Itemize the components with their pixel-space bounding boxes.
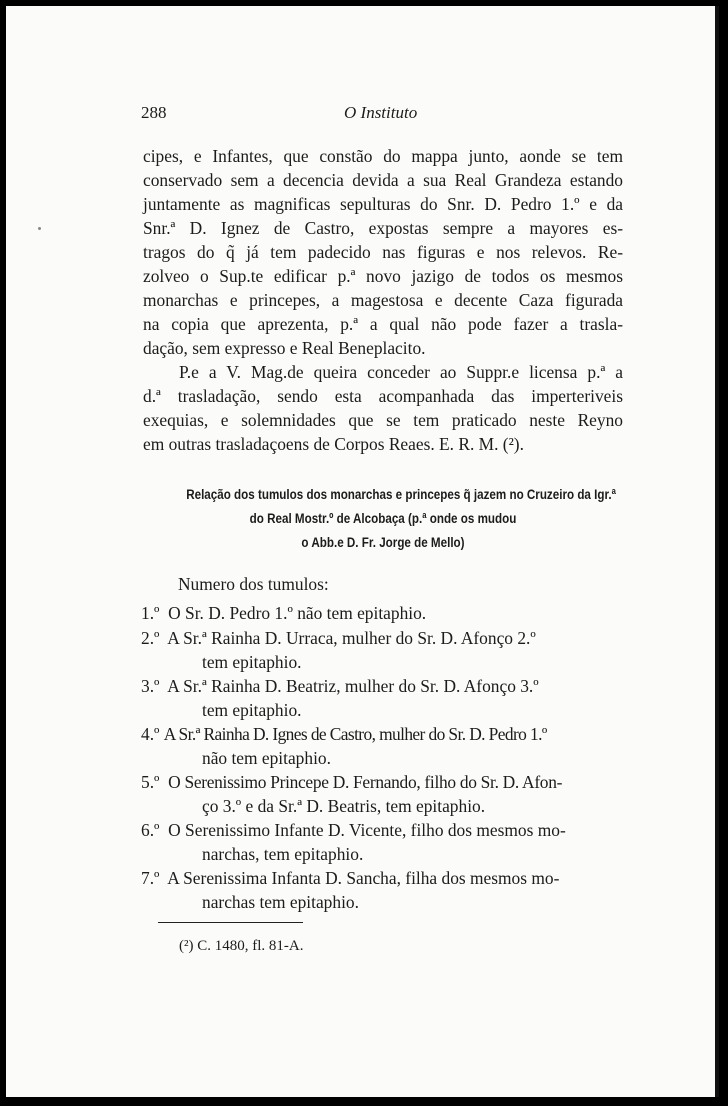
paragraph-line: d.ª trasladação, sendo esta acompanhada das imperteriveis (143, 386, 623, 406)
list-item (141, 820, 566, 841)
item-continuation: narchas tem epitaphio. (202, 892, 359, 912)
book-page (6, 6, 719, 1097)
paragraph-line: monarchas e princepes, a magestosa e decente Caza figurada (143, 290, 623, 310)
list-item (141, 868, 559, 889)
paragraph-line: dação, sem expresso e Real Beneplacito. (143, 338, 426, 358)
section-heading-line: o Abb.e D. Fr. Jorge de Mello) (301, 535, 465, 551)
running-title: O Instituto (344, 103, 418, 122)
item-number: 2.º (141, 628, 160, 648)
page-edge (715, 6, 719, 1097)
item-number: 4.º (141, 724, 160, 744)
item-continuation: narchas, tem epitaphio. (202, 844, 364, 864)
item-text: O Serenissimo Princepe D. Fernando, filho do Sr. D. Afon- (168, 772, 563, 792)
paragraph-line: exequias, e solemnidades que se tem praticado neste Reyno (143, 410, 623, 430)
item-text: A Sr.ª Rainha D. Beatriz, mulher do Sr. D. Afonço 3.º (167, 676, 539, 696)
footnote-rule (158, 922, 303, 923)
item-number: 6.º (141, 820, 160, 840)
item-continuation: tem epitaphio. (202, 700, 302, 720)
paragraph-line: tragos do q̃ já tem padecido nas figuras e nos relevos. Re- (143, 242, 623, 262)
paragraph-line: cipes, e Infantes, que constão do mappa junto, aonde se tem (143, 146, 623, 166)
paragraph-line: Snr.ª D. Ignez de Castro, expostas sempre a mayores es- (143, 218, 623, 238)
section-heading-line: do Real Mostr.º de Alcobaça (p.ª onde os mudou (249, 511, 517, 527)
paragraph-line: em outras trasladaçoens de Corpos Reaes. E. R. M. (²). (143, 434, 524, 454)
item-continuation: tem epitaphio. (202, 652, 302, 672)
item-text: A Sr.ª Rainha D. Urraca, mulher do Sr. D. Afonço 2.º (167, 628, 536, 648)
paper-speck (38, 227, 41, 230)
item-number: 3.º (141, 676, 160, 696)
paragraph-line: conservado sem a decencia devida a sua Real Grandeza estando (143, 170, 623, 190)
footnote: (²) C. 1480, fl. 81-A. (179, 938, 304, 954)
list-item (141, 603, 426, 624)
page-number: 288 (141, 103, 167, 122)
paragraph-line: juntamente as magnificas sepulturas do Snr. D. Pedro 1.º e da (143, 194, 623, 214)
item-text: A Sr.ª Rainha D. Ignes de Castro, mulher do Sr. D. Pedro 1.º (163, 724, 547, 744)
item-number: 7.º (141, 868, 160, 888)
item-number: 5.º (141, 772, 160, 792)
item-text: O Sr. D. Pedro 1.º não tem epitaphio. (168, 603, 427, 623)
item-text: A Serenissima Infanta D. Sancha, filha dos mesmos mo- (167, 868, 560, 888)
list-item (141, 772, 562, 793)
item-continuation: não tem epitaphio. (202, 748, 331, 768)
section-heading-line: Relação dos tumulos dos monarchas e princepes q̃ jazem no Cruzeiro da Igr.ª (186, 487, 616, 503)
item-text: O Serenissimo Infante D. Vicente, filho dos mesmos mo- (168, 820, 566, 840)
paragraph-line: na copia que aprezenta, p.ª a qual não pode fazer a trasla- (143, 314, 623, 334)
list-item (141, 628, 536, 649)
list-title: Numero dos tumulos: (178, 574, 329, 594)
paragraph-line: P.e a V. Mag.de queira conceder ao Suppr.e licensa p.ª a (179, 362, 623, 382)
list-item (141, 724, 547, 745)
item-number: 1.º (141, 603, 160, 623)
paragraph-line: zolveo o Sup.te edificar p.ª novo jazigo de todos os mesmos (143, 266, 623, 286)
item-continuation: ço 3.º e da Sr.ª D. Beatris, tem epitaphio. (202, 796, 486, 816)
list-item (141, 676, 539, 697)
